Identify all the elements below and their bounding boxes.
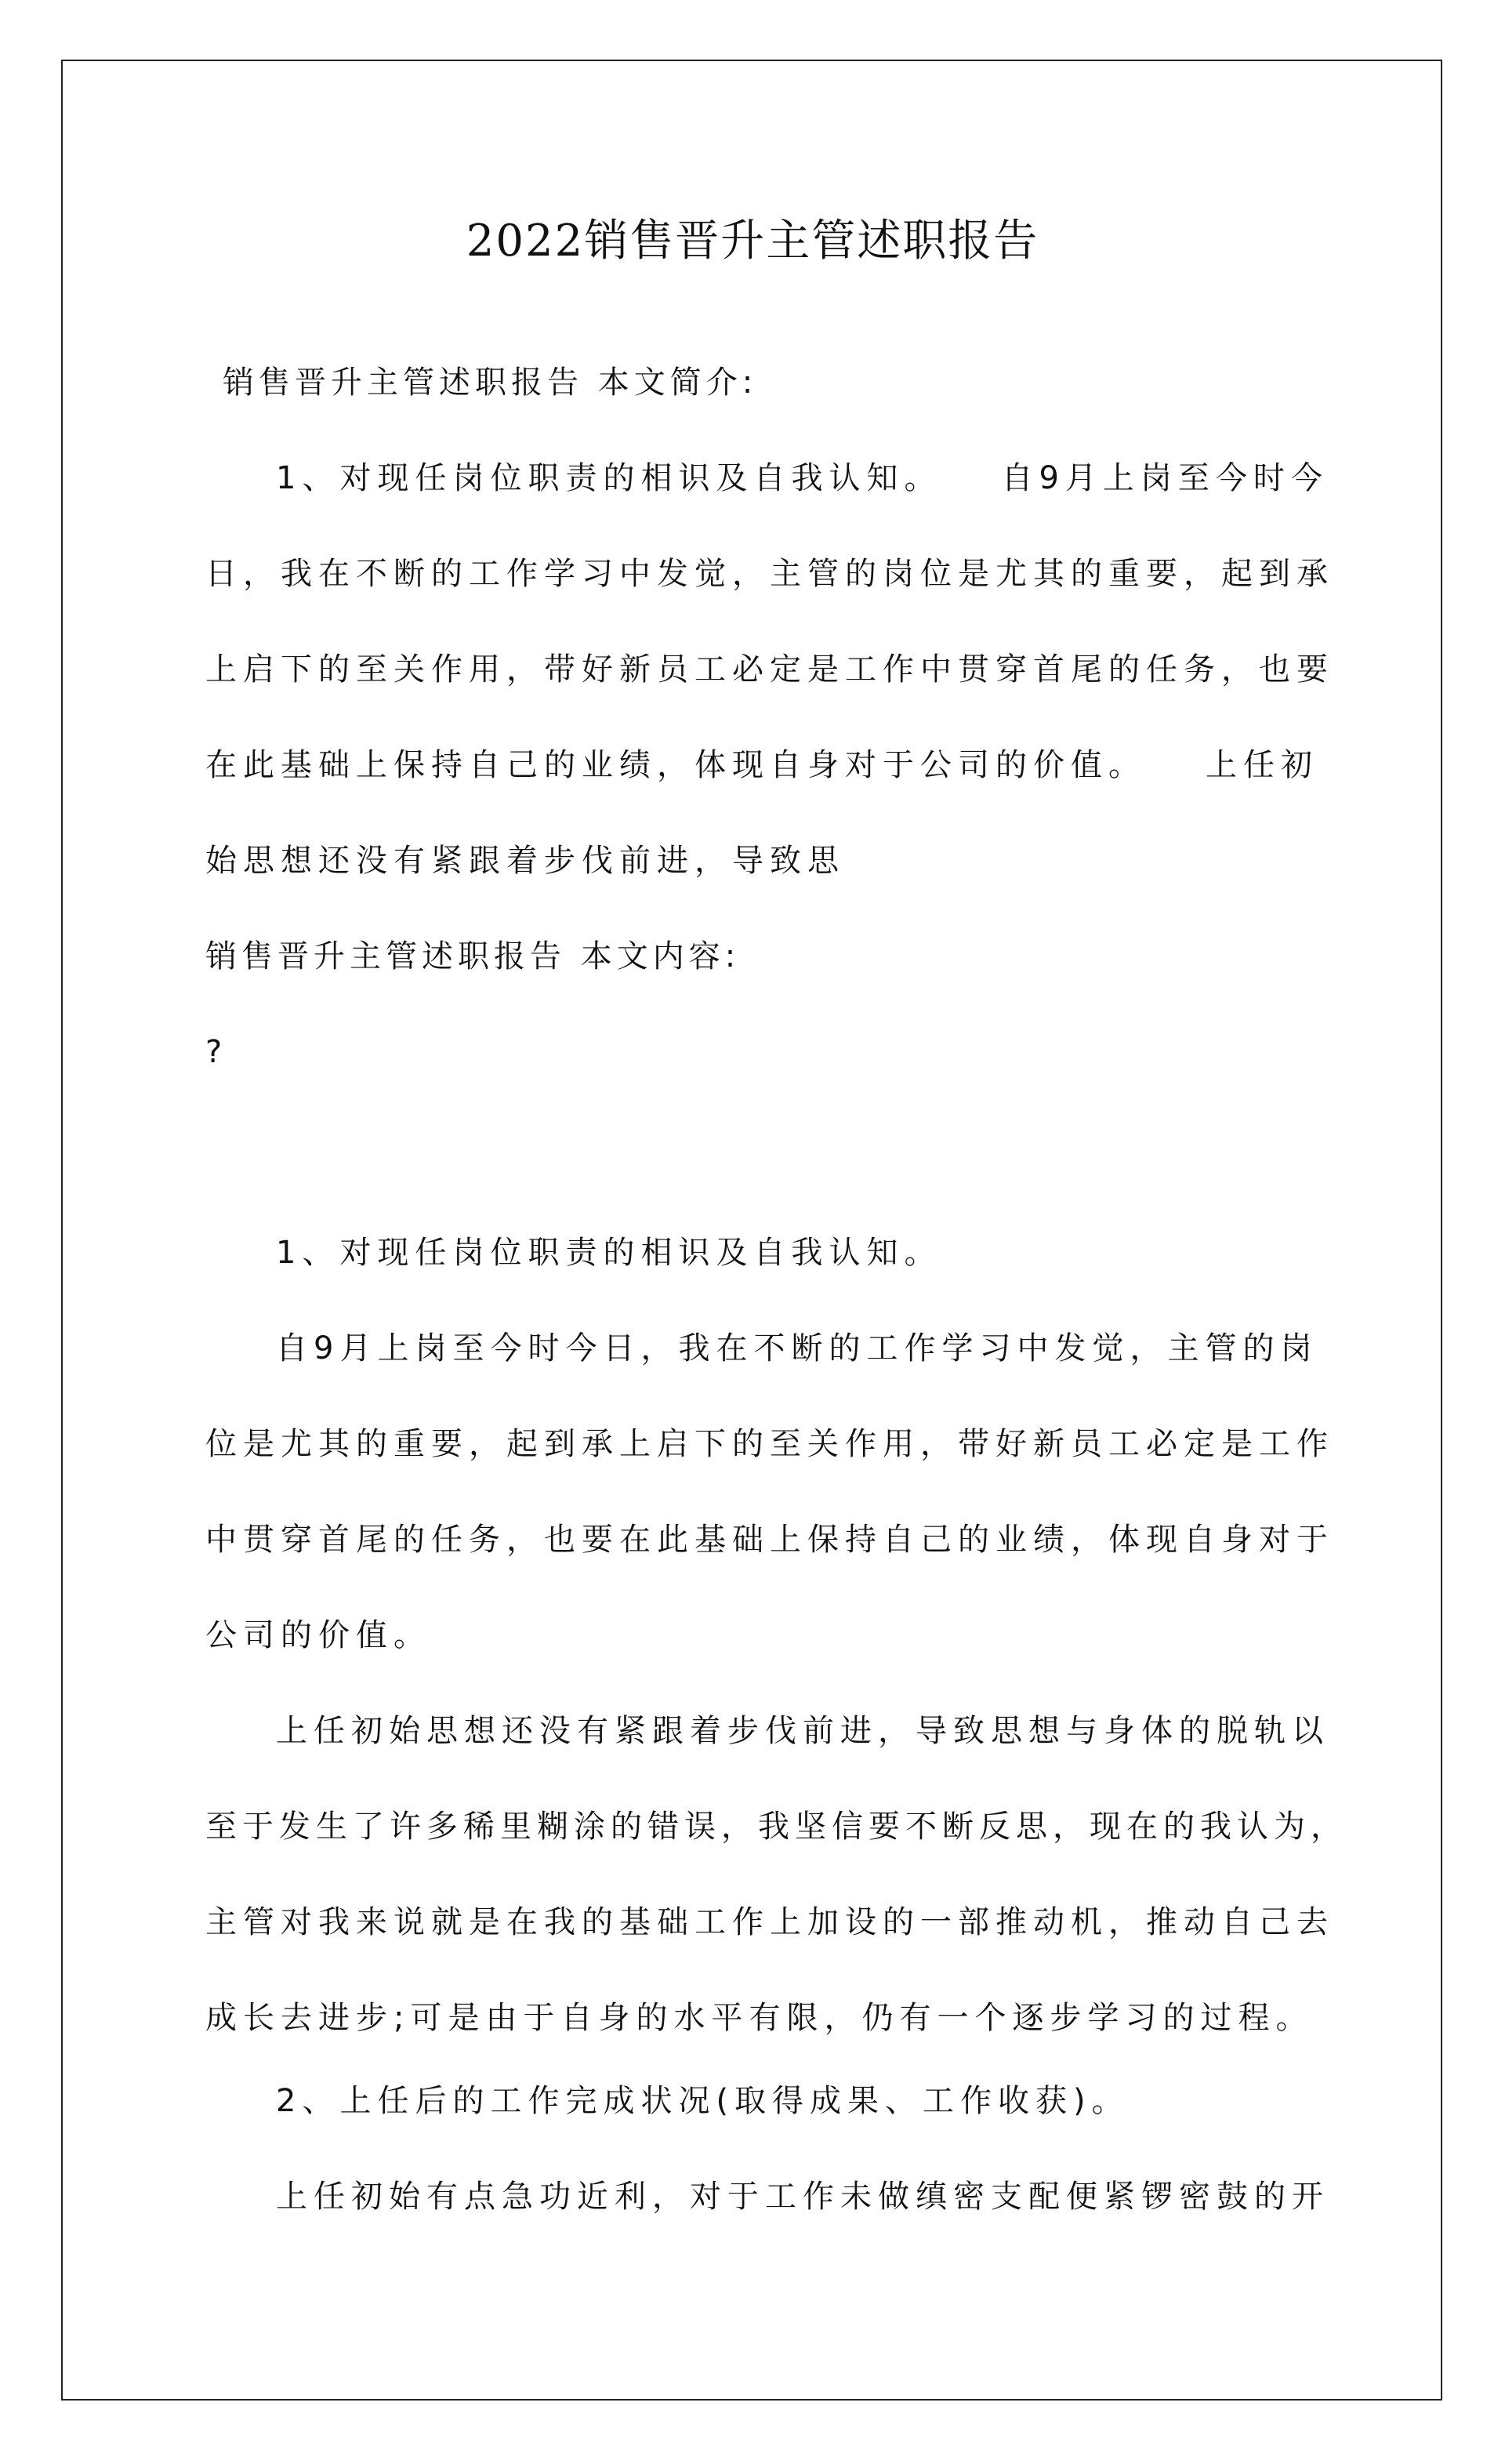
body-paragraph-1-line-1: 自9月上岗至今时今日，我在不断的工作学习中发觉，主管的岗 — [276, 1330, 1318, 1366]
body-paragraph-1-line-4: 公司的价值。 — [205, 1617, 431, 1653]
body-paragraph-2-line-3: 主管对我来说就是在我的基础工作上加设的一部推动机，推动自己去 — [205, 1904, 1334, 1940]
body-paragraph-2-line-2: 至于发生了许多稀里糊涂的错误，我坚信要不断反思，现在的我认为， — [205, 1809, 1347, 1845]
intro-paragraph-line-5: 始思想还没有紧跟着步伐前进，导致思 — [205, 843, 845, 879]
body-paragraph-1-line-3: 中贯穿首尾的任务，也要在此基础上保持自己的业绩，体现自身对于 — [205, 1522, 1334, 1558]
intro-paragraph-line-4: 在此基础上保持自己的业绩，体现自身对于公司的价值。 上任初 — [205, 747, 1318, 783]
placeholder-mark: ? — [205, 1034, 229, 1070]
intro-paragraph-line-1: 1、对现任岗位职责的相识及自我认知。 自9月上岗至今时今 — [276, 460, 1329, 496]
body-paragraph-2-line-1: 上任初始思想还没有紧跟着步伐前进，导致思想与身体的脱轨以 — [276, 1713, 1329, 1749]
section-2-heading: 2、上任后的工作完成状况(取得成果、工作收获)。 — [276, 2083, 1130, 2119]
body-paragraph-3-line-1: 上任初始有点急功近利，对于工作未做缜密支配便紧锣密鼓的开 — [276, 2179, 1329, 2215]
intro-heading: 销售晋升主管述职报告 本文简介: — [223, 365, 758, 401]
intro-paragraph-line-2: 日，我在不断的工作学习中发觉，主管的岗位是尤其的重要，起到承 — [205, 556, 1334, 592]
section-1-heading: 1、对现任岗位职责的相识及自我认知。 — [276, 1235, 942, 1271]
intro-paragraph-line-3: 上启下的至关作用，带好新员工必定是工作中贯穿首尾的任务，也要 — [205, 651, 1334, 688]
content-heading: 销售晋升主管述职报告 本文内容: — [205, 938, 741, 974]
body-paragraph-1-line-2: 位是尤其的重要，起到承上启下的至关作用，带好新员工必定是工作 — [205, 1426, 1334, 1462]
body-paragraph-2-line-4: 成长去进步;可是由于自身的水平有限，仍有一个逐步学习的过程。 — [205, 2000, 1314, 2036]
document-title: 2022销售晋升主管述职报告 — [466, 216, 1039, 267]
